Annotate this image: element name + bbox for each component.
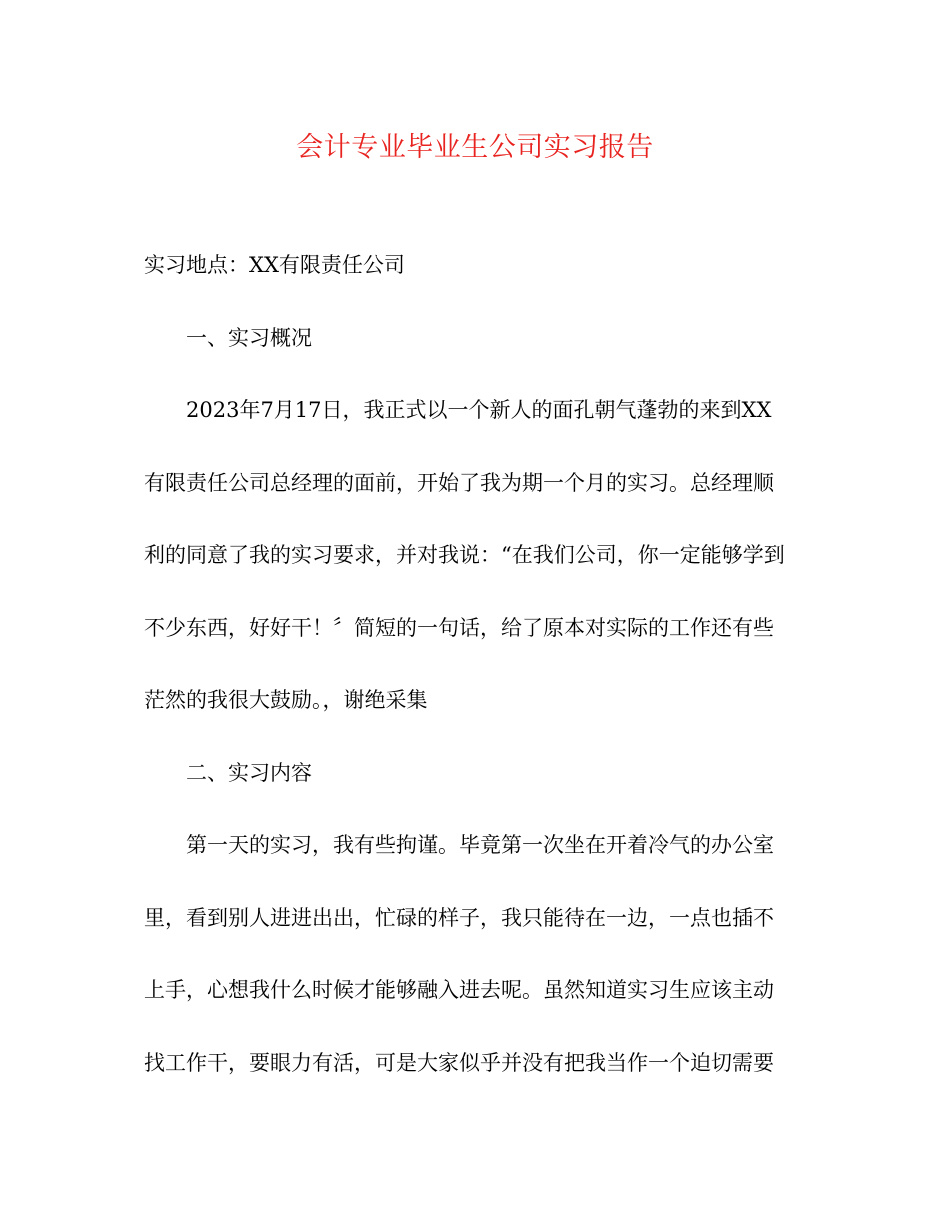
paragraph-line: 2023年7月17日，我正式以一个新人的面孔朝气蓬勃的来到XX xyxy=(186,398,772,422)
document-title: 会计专业毕业生公司实习报告 xyxy=(296,132,654,163)
paragraph-line: 茫然的我很大鼓励。，谢绝采集 xyxy=(144,688,428,712)
paragraph-line: 找工作干，要眼力有活，可是大家似乎并没有把我当作一个迫切需要 xyxy=(144,1050,774,1075)
paragraph-line: 不少东西，好好干！〞简短的一句话，给了原本对实际的工作还有些 xyxy=(144,615,774,640)
paragraph-line: 利的同意了我的实习要求，并对我说：“在我们公司，你一定能够学到 xyxy=(144,543,785,567)
paragraph-line: 有限责任公司总经理的面前，开始了我为期一个月的实习。总经理顺 xyxy=(144,470,774,495)
document-body xyxy=(144,229,808,1099)
paragraph-line: 里，看到别人进进出出，忙碌的样子，我只能待在一边，一点也插不 xyxy=(144,905,774,930)
section-heading-overview: 一、实习概况 xyxy=(186,325,312,350)
paragraph-line: 上手，心想我什么时候才能够融入进去呢。虽然知道实习生应该主动 xyxy=(144,978,774,1002)
section-heading-content: 二、实习内容 xyxy=(186,760,312,785)
internship-location-line: 实习地点：XX有限责任公司 xyxy=(144,253,405,277)
paragraph-line: 第一天的实习，我有些拘谨。毕竟第一次坐在开着冷气的办公室 xyxy=(186,833,774,857)
